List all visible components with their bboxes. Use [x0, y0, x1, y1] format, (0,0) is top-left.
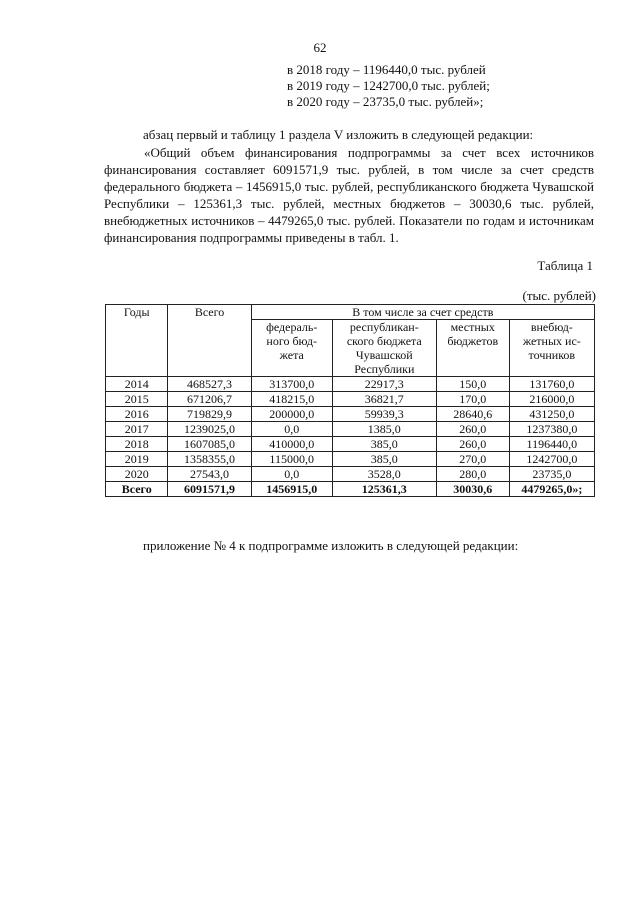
table-row [106, 377, 595, 392]
body-paragraph: «Общий объем финансирования подпрограммы за счет всех источников финансирования составляет 6091571,9 тыс. рублей, в том числе за счет средств федерального бюджета – 1456915,0 тыс. рублей, республиканского бюджета Чувашской Республики – 125361,3 тыс. рублей, местных бюджетов – 30030,6 тыс. рублей, внебюджетных источников – 4479265,0 тыс. рублей. Показатели по годам и источникам финансирования подпрограммы приведены в табл. 1. [104, 145, 594, 245]
table-caption: Таблица 1 [537, 258, 593, 273]
page-number: 62 [313, 40, 327, 55]
cell-total: 1607085,0 [168, 437, 251, 452]
cell-extrabudget: 1237380,0 [509, 422, 594, 437]
total-cell-republic: 125361,3 [332, 482, 436, 497]
cell-local: 150,0 [436, 377, 509, 392]
header-group: В том числе за счет средств [251, 305, 594, 320]
table-row [106, 422, 595, 437]
cell-local: 260,0 [436, 422, 509, 437]
top-line-2020: в 2020 году – 23735,0 тыс. рублей»; [287, 94, 484, 109]
cell-extrabudget: 23735,0 [509, 467, 594, 482]
cell-federal: 0,0 [251, 422, 332, 437]
header-years: Годы [106, 305, 168, 377]
cell-total: 719829,9 [168, 407, 251, 422]
cell-republic: 36821,7 [332, 392, 436, 407]
table-row [106, 452, 595, 467]
top-line-2018: в 2018 году – 1196440,0 тыс. рублей [287, 62, 486, 77]
table-total-row [106, 482, 595, 497]
table-row [106, 467, 595, 482]
cell-extrabudget: 216000,0 [509, 392, 594, 407]
table-row [106, 437, 595, 452]
cell-federal: 115000,0 [251, 452, 332, 467]
cell-federal: 410000,0 [251, 437, 332, 452]
cell-republic: 1385,0 [332, 422, 436, 437]
cell-total: 27543,0 [168, 467, 251, 482]
subheader-local: местных бюджетов [436, 320, 509, 377]
cell-year: 2015 [106, 392, 168, 407]
final-paragraph: приложение № 4 к подпрограмме изложить в следующей редакции: [143, 538, 519, 553]
cell-year: 2016 [106, 407, 168, 422]
total-cell-federal: 1456915,0 [251, 482, 332, 497]
table-row [106, 392, 595, 407]
cell-local: 28640,6 [436, 407, 509, 422]
cell-federal: 200000,0 [251, 407, 332, 422]
total-cell-total: 6091571,9 [168, 482, 251, 497]
units-note: (тыс. рублей) [522, 288, 596, 303]
cell-local: 270,0 [436, 452, 509, 467]
cell-local: 170,0 [436, 392, 509, 407]
table-row [106, 407, 595, 422]
header-total: Всего [168, 305, 251, 377]
cell-federal: 418215,0 [251, 392, 332, 407]
cell-federal: 313700,0 [251, 377, 332, 392]
cell-republic: 22917,3 [332, 377, 436, 392]
intro-paragraph: абзац первый и таблицу 1 раздела V изложить в следующей редакции: [143, 127, 534, 142]
financing-table [105, 304, 595, 497]
subheader-federal: федераль- ного бюд- жета [251, 320, 332, 377]
total-cell-local: 30030,6 [436, 482, 509, 497]
top-lines [287, 62, 490, 110]
cell-extrabudget: 431250,0 [509, 407, 594, 422]
cell-extrabudget: 131760,0 [509, 377, 594, 392]
cell-federal: 0,0 [251, 467, 332, 482]
cell-total: 1358355,0 [168, 452, 251, 467]
cell-republic: 59939,3 [332, 407, 436, 422]
cell-republic: 3528,0 [332, 467, 436, 482]
cell-year: 2014 [106, 377, 168, 392]
cell-total: 1239025,0 [168, 422, 251, 437]
cell-total: 671206,7 [168, 392, 251, 407]
cell-total: 468527,3 [168, 377, 251, 392]
subheader-extrabudget: внебюд- жетных ис- точников [509, 320, 594, 377]
cell-local: 260,0 [436, 437, 509, 452]
total-cell-year: Всего [106, 482, 168, 497]
cell-year: 2019 [106, 452, 168, 467]
cell-local: 280,0 [436, 467, 509, 482]
cell-republic: 385,0 [332, 452, 436, 467]
top-line-2019: в 2019 году – 1242700,0 тыс. рублей; [287, 78, 490, 93]
cell-extrabudget: 1196440,0 [509, 437, 594, 452]
cell-extrabudget: 1242700,0 [509, 452, 594, 467]
total-cell-extrabudget: 4479265,0»; [509, 482, 594, 497]
cell-year: 2018 [106, 437, 168, 452]
cell-year: 2020 [106, 467, 168, 482]
subheader-republic: республикан- ского бюджета Чувашской Республики [332, 320, 436, 377]
cell-year: 2017 [106, 422, 168, 437]
cell-republic: 385,0 [332, 437, 436, 452]
